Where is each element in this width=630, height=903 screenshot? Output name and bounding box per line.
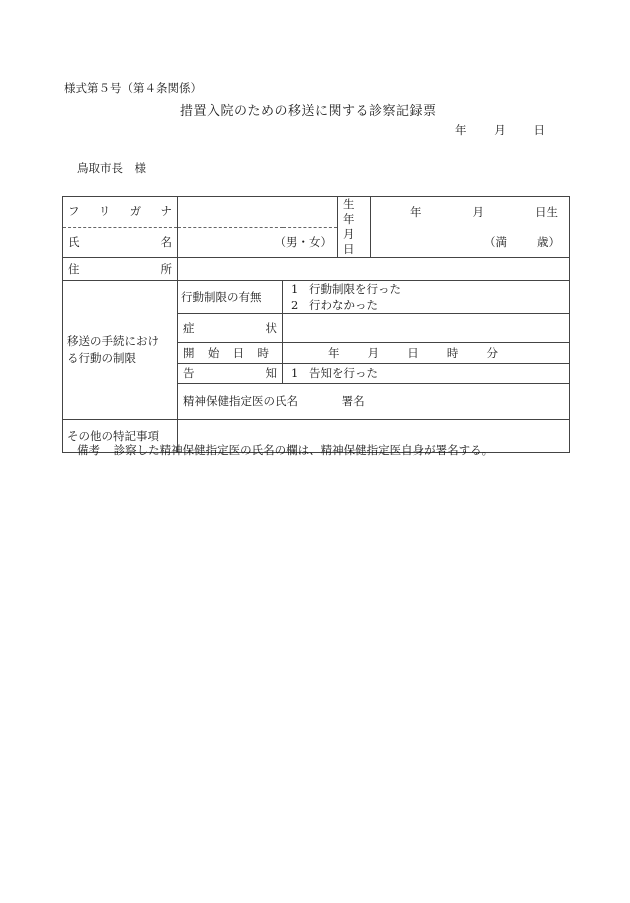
restriction-presence-label: 行動制限の有無	[178, 281, 283, 314]
doctor-name-label: 精神保健指定医の氏名	[183, 394, 298, 408]
remark-label: 備考	[77, 443, 100, 457]
name-label: 氏 名	[63, 227, 178, 258]
furigana-field[interactable]	[178, 197, 338, 228]
remark-text: 診察した精神保健指定医の氏名の欄は、精神保健指定医自身が署名する。	[113, 443, 494, 457]
date-day: 日	[533, 123, 545, 137]
symptom-field[interactable]	[283, 314, 570, 343]
restriction-presence-row	[63, 281, 570, 314]
doctor-signature-field[interactable]	[178, 384, 570, 420]
start-datetime-label: 開 始 日 時	[178, 343, 283, 364]
addressee: 鳥取市長 様	[77, 161, 146, 175]
notice-label: 告 知	[178, 364, 283, 384]
address-field[interactable]	[178, 258, 570, 281]
restriction-option-2[interactable]: 2 行わなかった	[291, 298, 378, 312]
furigana-row	[63, 197, 570, 228]
furigana-label: フ リ ガ ナ	[63, 197, 178, 228]
restriction-section-label: 移送の手続における行動の制限	[63, 281, 178, 420]
date-year: 年	[455, 123, 467, 137]
form-number: 様式第５号（第４条関係）	[64, 81, 202, 95]
remark	[77, 442, 493, 458]
restriction-option-1[interactable]: 1 行動制限を行った	[291, 282, 401, 296]
address-label: 住 所	[63, 258, 178, 281]
age-field[interactable]: （満 歳）	[371, 227, 570, 258]
sex-options[interactable]: （男・女）	[274, 234, 332, 249]
symptom-label: 症 状	[178, 314, 283, 343]
notice-field[interactable]: 1 告知を行った	[283, 364, 570, 384]
other-notes-label: その他の特記事項	[63, 420, 178, 453]
restriction-options[interactable]	[283, 281, 570, 314]
name-field[interactable]	[178, 227, 338, 258]
signature-label: 署名	[341, 394, 365, 408]
document-title: 措置入院のための移送に関する診察記録票	[180, 104, 437, 119]
date-month: 月	[494, 123, 506, 137]
name-row	[63, 227, 570, 258]
record-form-table	[62, 196, 570, 453]
birth-date-field[interactable]: 年 月 日生	[371, 197, 570, 228]
address-row	[63, 258, 570, 281]
start-datetime-field[interactable]: 年 月 日 時 分	[283, 343, 570, 364]
date-line	[455, 122, 545, 138]
birth-date-label: 生 年 月 日	[338, 197, 371, 258]
